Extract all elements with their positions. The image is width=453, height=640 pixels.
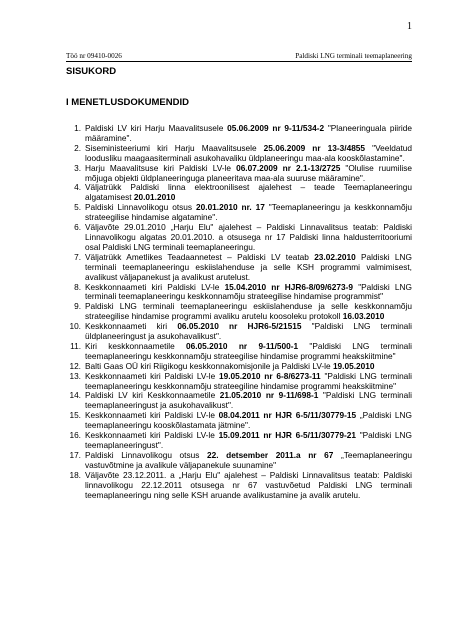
list-item-number: 4.: [74, 182, 81, 193]
document-reference: 08.04.2011 nr HJR 6-5/11/30779-15: [218, 410, 357, 421]
list-item-number: 15.: [69, 410, 81, 421]
list-item-text: [85, 253, 412, 283]
list-item-text: [85, 183, 412, 203]
document-reference: 20.01.2010: [133, 192, 176, 203]
text-run: "Paldiski LNG terminali teemaplaneeringu keskkonnamõju strateegiline hindamise programmi heakskiitmine": [85, 370, 412, 391]
list-item-text: [85, 124, 412, 144]
text-run: "Veeldatud loodusliku maagaasiterminali asukohavaliku üldplaneeringu maa-ala kooskõlastamine".: [85, 142, 412, 163]
text-run: Keskkonnaameti kiri Paldiski LV-le: [85, 410, 219, 421]
list-item-number: 13.: [69, 370, 81, 381]
document-reference: 15.04.2010 nr HJR6-8/09/6273-9: [224, 281, 354, 292]
list-item-number: 9.: [74, 301, 81, 312]
text-run: Keskkonnaameti kiri Paldiski LV-le: [85, 370, 219, 381]
document-reference: 19.05.2010 nr 6-8/6273-11: [218, 370, 321, 381]
list-item-number: 3.: [74, 162, 81, 173]
text-run: Paldiski Linnavolikogu otsus: [85, 202, 197, 213]
text-run: Väljatrükk Ametlikes Teadaannetest – Paldiski LV teatab: [85, 251, 315, 262]
text-run: Paldiski LV kiri Keskkonnaametile: [85, 390, 220, 401]
list-item-number: 17.: [69, 449, 81, 460]
list-item: [66, 302, 412, 322]
list-item: [66, 471, 412, 501]
text-run: "Paldiski LNG terminali üldplaneeringust ja asukohavalikust".: [85, 321, 412, 342]
document-reference: 19.05.2010: [332, 360, 375, 371]
text-run: Paldiski LV kiri Harju Maavalitsusele: [85, 123, 228, 133]
text-run: Harju Maavalitsuse kiri Paldiski LV-le: [85, 162, 237, 173]
text-run: "Teemaplaneeringu ja keskkonnamõju strateegilise hindamise algatamine".: [85, 202, 413, 223]
running-header: [66, 52, 412, 62]
list-item: [66, 283, 412, 303]
text-run: Paldiski Linnavolikogu otsus: [85, 449, 207, 460]
text-run: "Paldiski LNG terminali teemaplaneeringu keskkonnamõju strateegilise hindamise programmist": [85, 281, 412, 302]
list-item-text: [85, 431, 412, 451]
document-reference: 22. detsember 2011.a nr 67: [206, 449, 334, 460]
text-run: „Teemaplaneeringu vastuvõtmine ja avalikule väljapanekule suunamine": [85, 449, 412, 470]
list-item: [66, 223, 412, 253]
document-reference: 21.05.2010 nr 9-11/698-1: [219, 390, 319, 401]
list-item-text: [85, 302, 412, 322]
list-item: [66, 451, 412, 471]
list-item-number: 12.: [69, 360, 81, 371]
text-run: "Paldiski LNG terminali teemaplaneeringu keskkonnamõju strateegilise hindamise programmi heakskiitmine": [85, 340, 412, 361]
text-run: Kiri keskkonnaametile: [85, 340, 187, 351]
list-item: [66, 411, 412, 431]
document-reference: 20.01.2010 nr. 17: [196, 202, 265, 213]
list-item-text: [85, 203, 412, 223]
list-item-number: 7.: [74, 251, 81, 262]
header-document-title: Paldiski LNG terminali teemaplaneering: [295, 52, 412, 60]
list-item-text: [85, 164, 412, 184]
list-item-number: 18.: [69, 469, 81, 480]
list-item-number: 16.: [69, 430, 81, 441]
list-item-number: 10.: [69, 321, 81, 332]
list-item: [66, 164, 412, 184]
list-item-number: 8.: [74, 281, 81, 292]
list-item: [66, 391, 412, 411]
section-heading: I MENETLUSDOKUMENDID: [66, 97, 189, 108]
document-reference: 06.05.2010 nr HJR6-5/21515: [177, 321, 302, 332]
text-run: „Paldiski LNG teemaplaneeringu kooskõlastamata jätmine".: [85, 410, 412, 431]
list-item-text: [85, 223, 412, 253]
list-item: [66, 342, 412, 362]
list-item-text: [85, 391, 412, 411]
list-item-text: [85, 283, 412, 303]
list-item-number: 11.: [70, 340, 81, 351]
text-run: "Paldiski LNG terminali teemaplaneeringust ja asukohavalikust".: [85, 390, 412, 411]
text-run: Keskkonnaameti kiri Paldiski LV-le: [85, 281, 225, 292]
document-reference: 05.06.2009 nr 9-11/534-2: [227, 123, 325, 133]
text-run: Väljavõte 23.12.2011. a „Harju Elu" ajalehest – Paldiski Linnavalitsus teatab: Paldiski linnavolikogu 22.12.2011 otsusega nr 67 vastuvõetud Paldiski LNG terminali teemaplaneeringu ning selle KSH aruande avalikustamine ja avalik arutelu.: [85, 469, 412, 500]
list-item-number: 1.: [74, 123, 81, 133]
document-reference: 23.02.2010: [314, 251, 356, 262]
document-reference: 15.09.2011 nr HJR 6-5/11/30779-21: [218, 430, 357, 441]
text-run: Paldiski LNG terminali teemaplaneeringu eskiislahenduse ja selle keskkonnamõju strateegilise hindamise programmi avaliku arutelu koosoleku protokoll: [85, 301, 412, 322]
toc-title: SISUKORD: [66, 66, 117, 77]
header-work-number: Töö nr 09410-0026: [66, 52, 122, 60]
list-item-text: [85, 144, 412, 164]
text-run: "Paldiski LNG teemaplaneeringust".: [85, 430, 412, 450]
text-run: Keskkonnaameti kiri Paldiski LV-le: [85, 430, 219, 441]
list-item: [66, 124, 412, 144]
list-item-number: 2.: [74, 142, 81, 153]
list-item: [66, 372, 412, 392]
list-item: [66, 183, 412, 203]
text-run: "Olulise ruumilise mõjuga objekti üldplaneeringuga planeeritava maa-ala suuruse määramine".: [85, 162, 412, 183]
text-run: Väljatrükk Paldiski linna elektroonilisest ajalehest – teade Teemaplaneeringu algatamisest: [85, 182, 412, 203]
document-list: [66, 124, 412, 500]
list-item-text: [85, 451, 412, 471]
document-reference: 06.07.2009 nr 2.1-13/2725: [236, 162, 341, 173]
document-reference: 25.06.2009 nr 13-3/4855: [263, 142, 366, 153]
list-item: [66, 253, 412, 283]
list-item-text: [85, 322, 412, 342]
list-item-text: [85, 411, 412, 431]
list-item-text: [85, 342, 412, 362]
text-run: Väljavõte 29.01.2010 „Harju Elu" ajalehest – Paldiski Linnavalitsus teatab: Paldiski Linnavolikogu algatas 20.01.2010. a otsusega nr 17 Paldiski linna haldusterritooriumi osal Paldiski LNG terminali teemaplaneeringu.: [85, 222, 412, 252]
list-item-text: [85, 471, 412, 501]
text-run: Paldiski LNG terminali teemaplaneeringu eskiislahenduse ja selle KSH programmi valmimisest, avalikust väljapanekust ja avalikust arutelust.: [85, 251, 412, 282]
list-item: [66, 322, 412, 342]
list-item: [66, 431, 412, 451]
document-reference: 16.03.2010: [342, 311, 385, 322]
text-run: Balti Gaas OÜ kiri Riigikogu keskkonnakomisjonile ja Paldiski LV-le: [85, 360, 333, 371]
list-item: [66, 203, 412, 223]
list-item-text: [85, 372, 412, 392]
list-item: [66, 144, 412, 164]
text-run: Keskkonnaameti kiri: [85, 321, 178, 332]
list-item-number: 14.: [69, 390, 81, 401]
text-run: Siseministeeriumi kiri Harju Maavalitsusele: [85, 142, 264, 153]
page-number: 1: [407, 21, 412, 32]
list-item-number: 6.: [74, 222, 81, 233]
list-item-number: 5.: [74, 202, 81, 213]
document-reference: 06.05.2010 nr 9-11/500-1: [186, 340, 299, 351]
text-run: "Planeeringuala piiride määramine".: [85, 123, 412, 143]
